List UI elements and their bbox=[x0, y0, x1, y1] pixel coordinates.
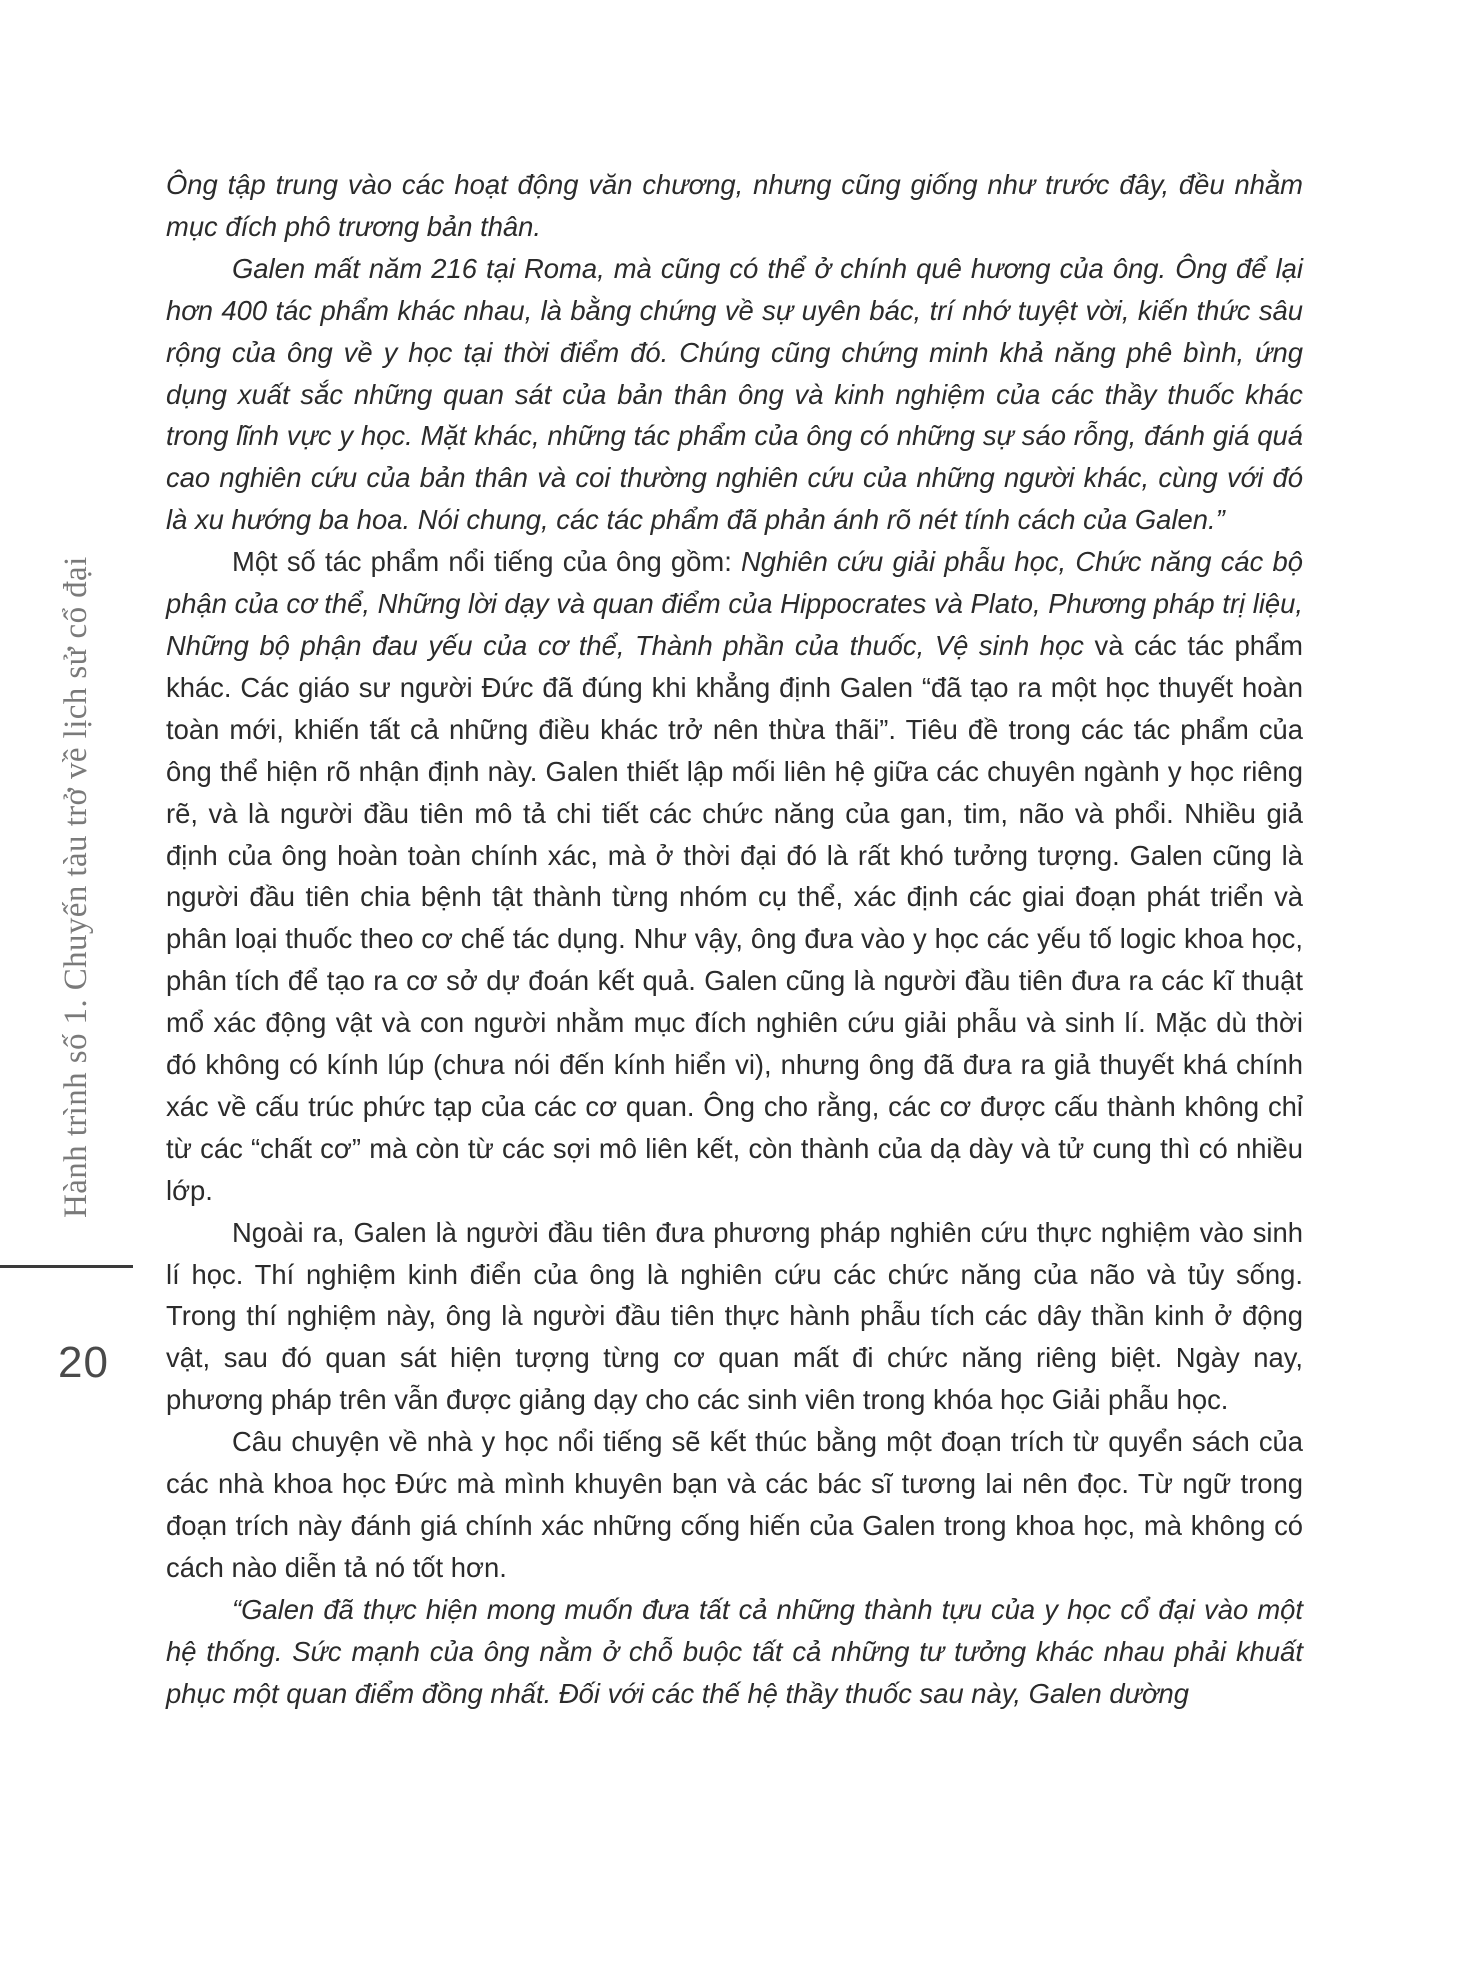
paragraph-6-quote: “Galen đã thực hiện mong muốn đưa tất cả những thành tựu của y học cổ đại vào một hệ thống. Sức mạnh của ông nằm ở chỗ buộc tất cả những tư tưởng khác nhau phải khuất phục một quan điểm đồng nhất. Đối với các thế hệ thầy thuốc sau này, Galen dường bbox=[166, 1593, 1303, 1709]
paragraph-5: Câu chuyện về nhà y học nổi tiếng sẽ kết thúc bằng một đoạn trích từ quyển sách của các nhà khoa học Đức mà mình khuyên bạn và các bác sĩ tương lai nên đọc. Từ ngữ trong đoạn trích này đánh giá chính xác những cống hiến của Galen trong khoa học, mà không có cách nào diễn tả nó tốt hơn. bbox=[166, 1426, 1303, 1583]
paragraph-1: Ông tập trung vào các hoạt động văn chương, nhưng cũng giống như trước đây, đều nhằm mục đích phô trương bản thân. bbox=[166, 169, 1303, 242]
paragraph-2: Galen mất năm 216 tại Roma, mà cũng có thể ở chính quê hương của ông. Ông để lại hơn 400 tác phẩm khác nhau, là bằng chứng về sự uyên bác, trí nhớ tuyệt vời, kiến thức sâu rộng của ông về y học tại thời điểm đó. Chúng cũng chứng minh khả năng phê bình, ứng dụng xuất sắc những quan sát của bản thân ông và kinh nghiệm của các thầy thuốc khác trong lĩnh vực y học. Mặt khác, những tác phẩm của ông có những sự sáo rỗng, đánh giá quá cao nghiên cứu của bản thân và coi thường nghiên cứu của những người khác, cùng với đó là xu hướng ba hoa. Nói chung, các tác phẩm đã phản ánh rõ nét tính cách của Galen.” bbox=[166, 252, 1303, 536]
page-number: 20 bbox=[58, 1338, 109, 1387]
body-text bbox=[166, 164, 1303, 1715]
running-title: Hành trình số 1. Chuyến tàu trở về lịch sử cổ đại bbox=[58, 556, 94, 1218]
paragraph-3 bbox=[166, 541, 1303, 1212]
paragraph-4: Ngoài ra, Galen là người đầu tiên đưa phương pháp nghiên cứu thực nghiệm vào sinh lí học. Thí nghiệm kinh điển của ông là nghiên cứu các chức năng của não và tủy sống. Trong thí nghiệm này, ông là người đầu tiên thực hành phẫu tích các dây thần kinh ở động vật, sau đó quan sát hiện tượng từng cơ quan mất đi chức năng riêng biệt. Ngày nay, phương pháp trên vẫn được giảng dạy cho các sinh viên trong khóa học Giải phẫu học. bbox=[166, 1216, 1303, 1416]
book-titles: Nghiên cứu giải phẫu học, Chức năng các bộ phận của cơ thể, Những lời dạy và quan điểm của Hippocrates và Plato, Phương pháp trị liệu, Những bộ phận đau yếu của cơ thể, Thành phần của thuốc, Vệ sinh học bbox=[166, 546, 1303, 661]
paragraph-3-rest: và các tác phẩm khác. Các giáo sư người Đức đã đúng khi khẳng định Galen “đã tạo ra một học thuyết hoàn toàn mới, khiến tất cả những điều khác trở nên thừa thãi”. Tiêu đề trong các tác phẩm của ông thể hiện rõ nhận định này. Galen thiết lập mối liên hệ giữa các chuyên ngành y học riêng rẽ, và là người đầu tiên mô tả chi tiết các chức năng của gan, tim, não và phổi. Nhiều giả định của ông hoàn toàn chính xác, mà ở thời đại đó là rất khó tưởng tượng. Galen cũng là người đầu tiên chia bệnh tật thành từng nhóm cụ thể, xác định các giai đoạn phát triển và phân loại thuốc theo cơ chế tác dụng. Như vậy, ông đưa vào y học các yếu tố logic khoa học, phân tích để tạo ra cơ sở dự đoán kết quả. Galen cũng là người đầu tiên đưa ra các kĩ thuật mổ xác động vật và con người nhằm mục đích nghiên cứu giải phẫu và sinh lí. Mặc dù thời đó không có kính lúp (chưa nói đến kính hiển vi), nhưng ông đã đưa ra giả thuyết khá chính xác về cấu trúc phức tạp của các cơ quan. Ông cho rằng, các cơ được cấu thành không chỉ từ các “chất cơ” mà còn từ các sợi mô liên kết, còn thành của dạ dày và tử cung thì có nhiều lớp. bbox=[166, 629, 1303, 1206]
paragraph-3-lead: Một số tác phẩm nổi tiếng của ông gồm: bbox=[232, 546, 741, 578]
margin-rule bbox=[0, 1265, 133, 1268]
